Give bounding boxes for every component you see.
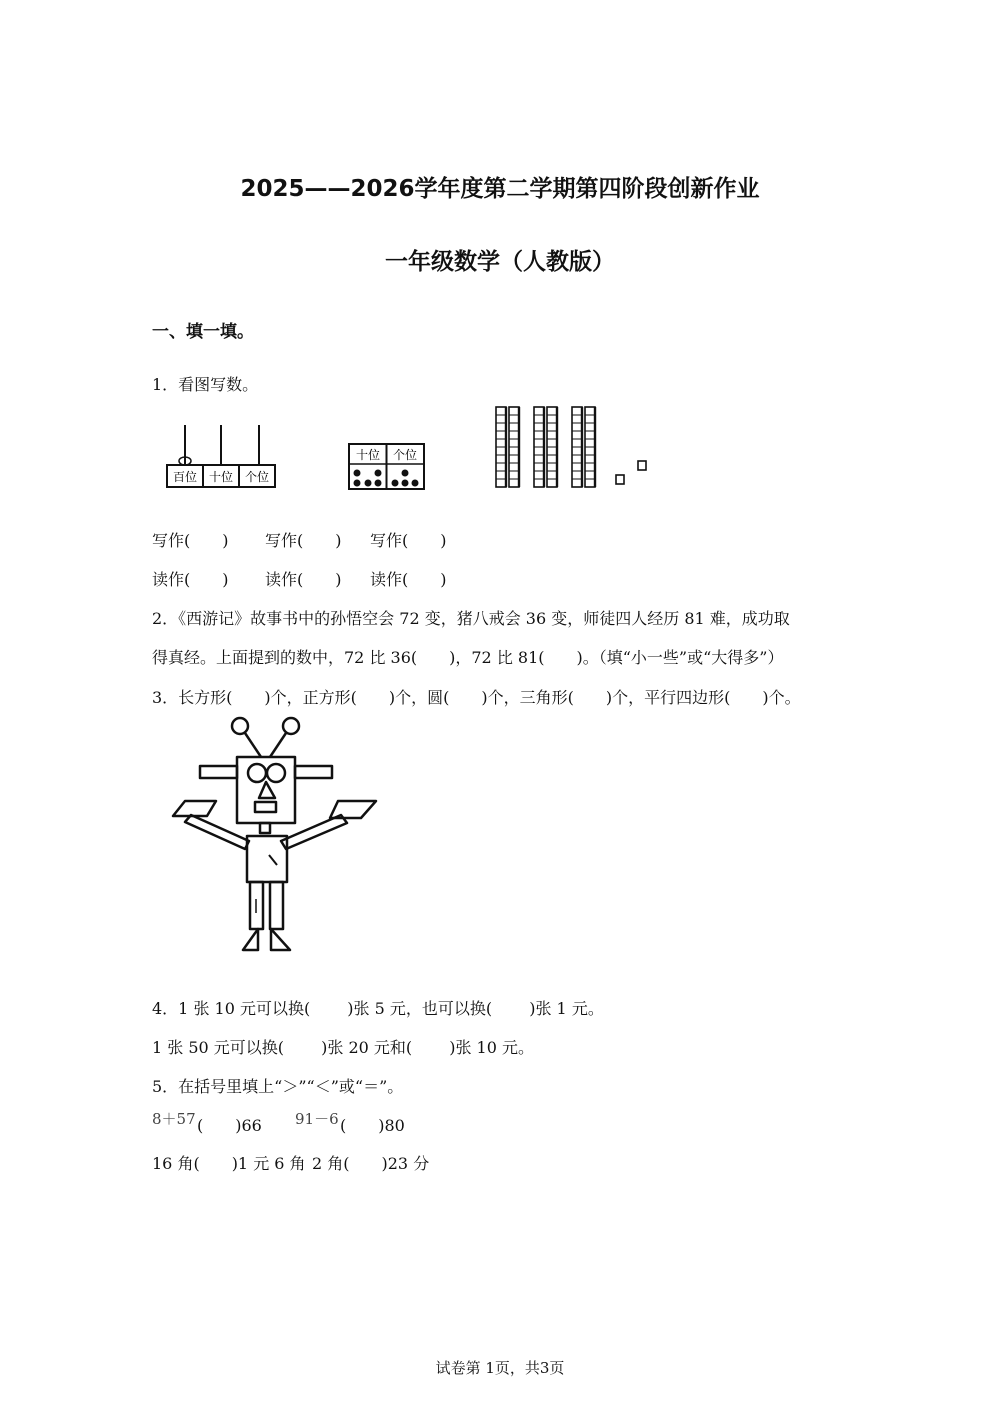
read-blank-1[interactable]: 读作( ) <box>152 570 229 589</box>
q5-expr1-blank[interactable]: ( )66 <box>197 1116 262 1135</box>
q4-line1: 4．1 张 10 元可以换( )张 5 元，也可以换( )张 1 元。 <box>152 999 604 1018</box>
ten-rod <box>509 407 519 487</box>
abacus-label-tens: 十位 <box>208 470 234 484</box>
q5-money-compare-2[interactable]: 2 角( )23 分 <box>312 1154 430 1173</box>
unit-cube <box>638 461 646 470</box>
write-blank-2[interactable]: 写作( ) <box>265 531 342 550</box>
page-footer: 试卷第 1页，共3页 <box>435 1359 565 1377</box>
place-value-chart <box>347 442 427 492</box>
abacus-label-hundreds: 百位 <box>172 470 198 484</box>
read-blank-2[interactable]: 读作( ) <box>265 570 342 589</box>
write-blank-1[interactable]: 写作( ) <box>152 531 229 550</box>
base-ten-blocks <box>492 405 652 495</box>
ten-rod <box>585 407 595 487</box>
ten-rod <box>496 407 506 487</box>
write-blank-3[interactable]: 写作( ) <box>370 531 447 550</box>
section-heading: 一、填一填。 <box>152 322 254 342</box>
abacus-figure <box>160 420 285 495</box>
q2-line2: 得真经。上面提到的数中，72 比 36( )，72 比 81( )。（填“小一些”或“大得多”） <box>152 648 784 667</box>
ten-rod <box>534 407 544 487</box>
q5-money-compare-1[interactable]: 16 角( )1 元 6 角 <box>152 1154 306 1173</box>
q5-prompt: 5．在括号里填上“＞”“＜”或“＝”。 <box>152 1077 404 1096</box>
chart-label-ones: 个位 <box>392 448 418 462</box>
read-blank-3[interactable]: 读作( ) <box>370 570 447 589</box>
ten-rod <box>547 407 557 487</box>
q5-expr2: 91－6 <box>295 1110 339 1128</box>
tens-dots <box>354 470 382 487</box>
q1-prompt: 1．看图写数。 <box>152 375 259 394</box>
robot-shapes-figure <box>165 715 385 955</box>
q3-text: 3．长方形( )个，正方形( )个，圆( )个，三角形( )个，平行四边形( )个。 <box>152 688 801 707</box>
q4-line2: 1 张 50 元可以换( )张 20 元和( )张 10 元。 <box>152 1038 535 1057</box>
ones-dots <box>392 470 419 487</box>
q2-line1: 2．《西游记》故事书中的孙悟空会 72 变，猪八戒会 36 变，师徒四人经历 81 难，成功取 <box>152 609 790 628</box>
ten-rod <box>572 407 582 487</box>
chart-label-tens: 十位 <box>355 448 381 462</box>
page-title: 2025——2026学年度第二学期第四阶段创新作业 <box>240 176 760 202</box>
abacus-label-ones: 个位 <box>244 470 270 484</box>
unit-cube <box>616 475 624 484</box>
q5-expr1: 8＋57 <box>152 1110 196 1128</box>
q5-expr2-blank[interactable]: ( )80 <box>340 1116 405 1135</box>
page-subtitle: 一年级数学（人教版） <box>385 249 615 275</box>
